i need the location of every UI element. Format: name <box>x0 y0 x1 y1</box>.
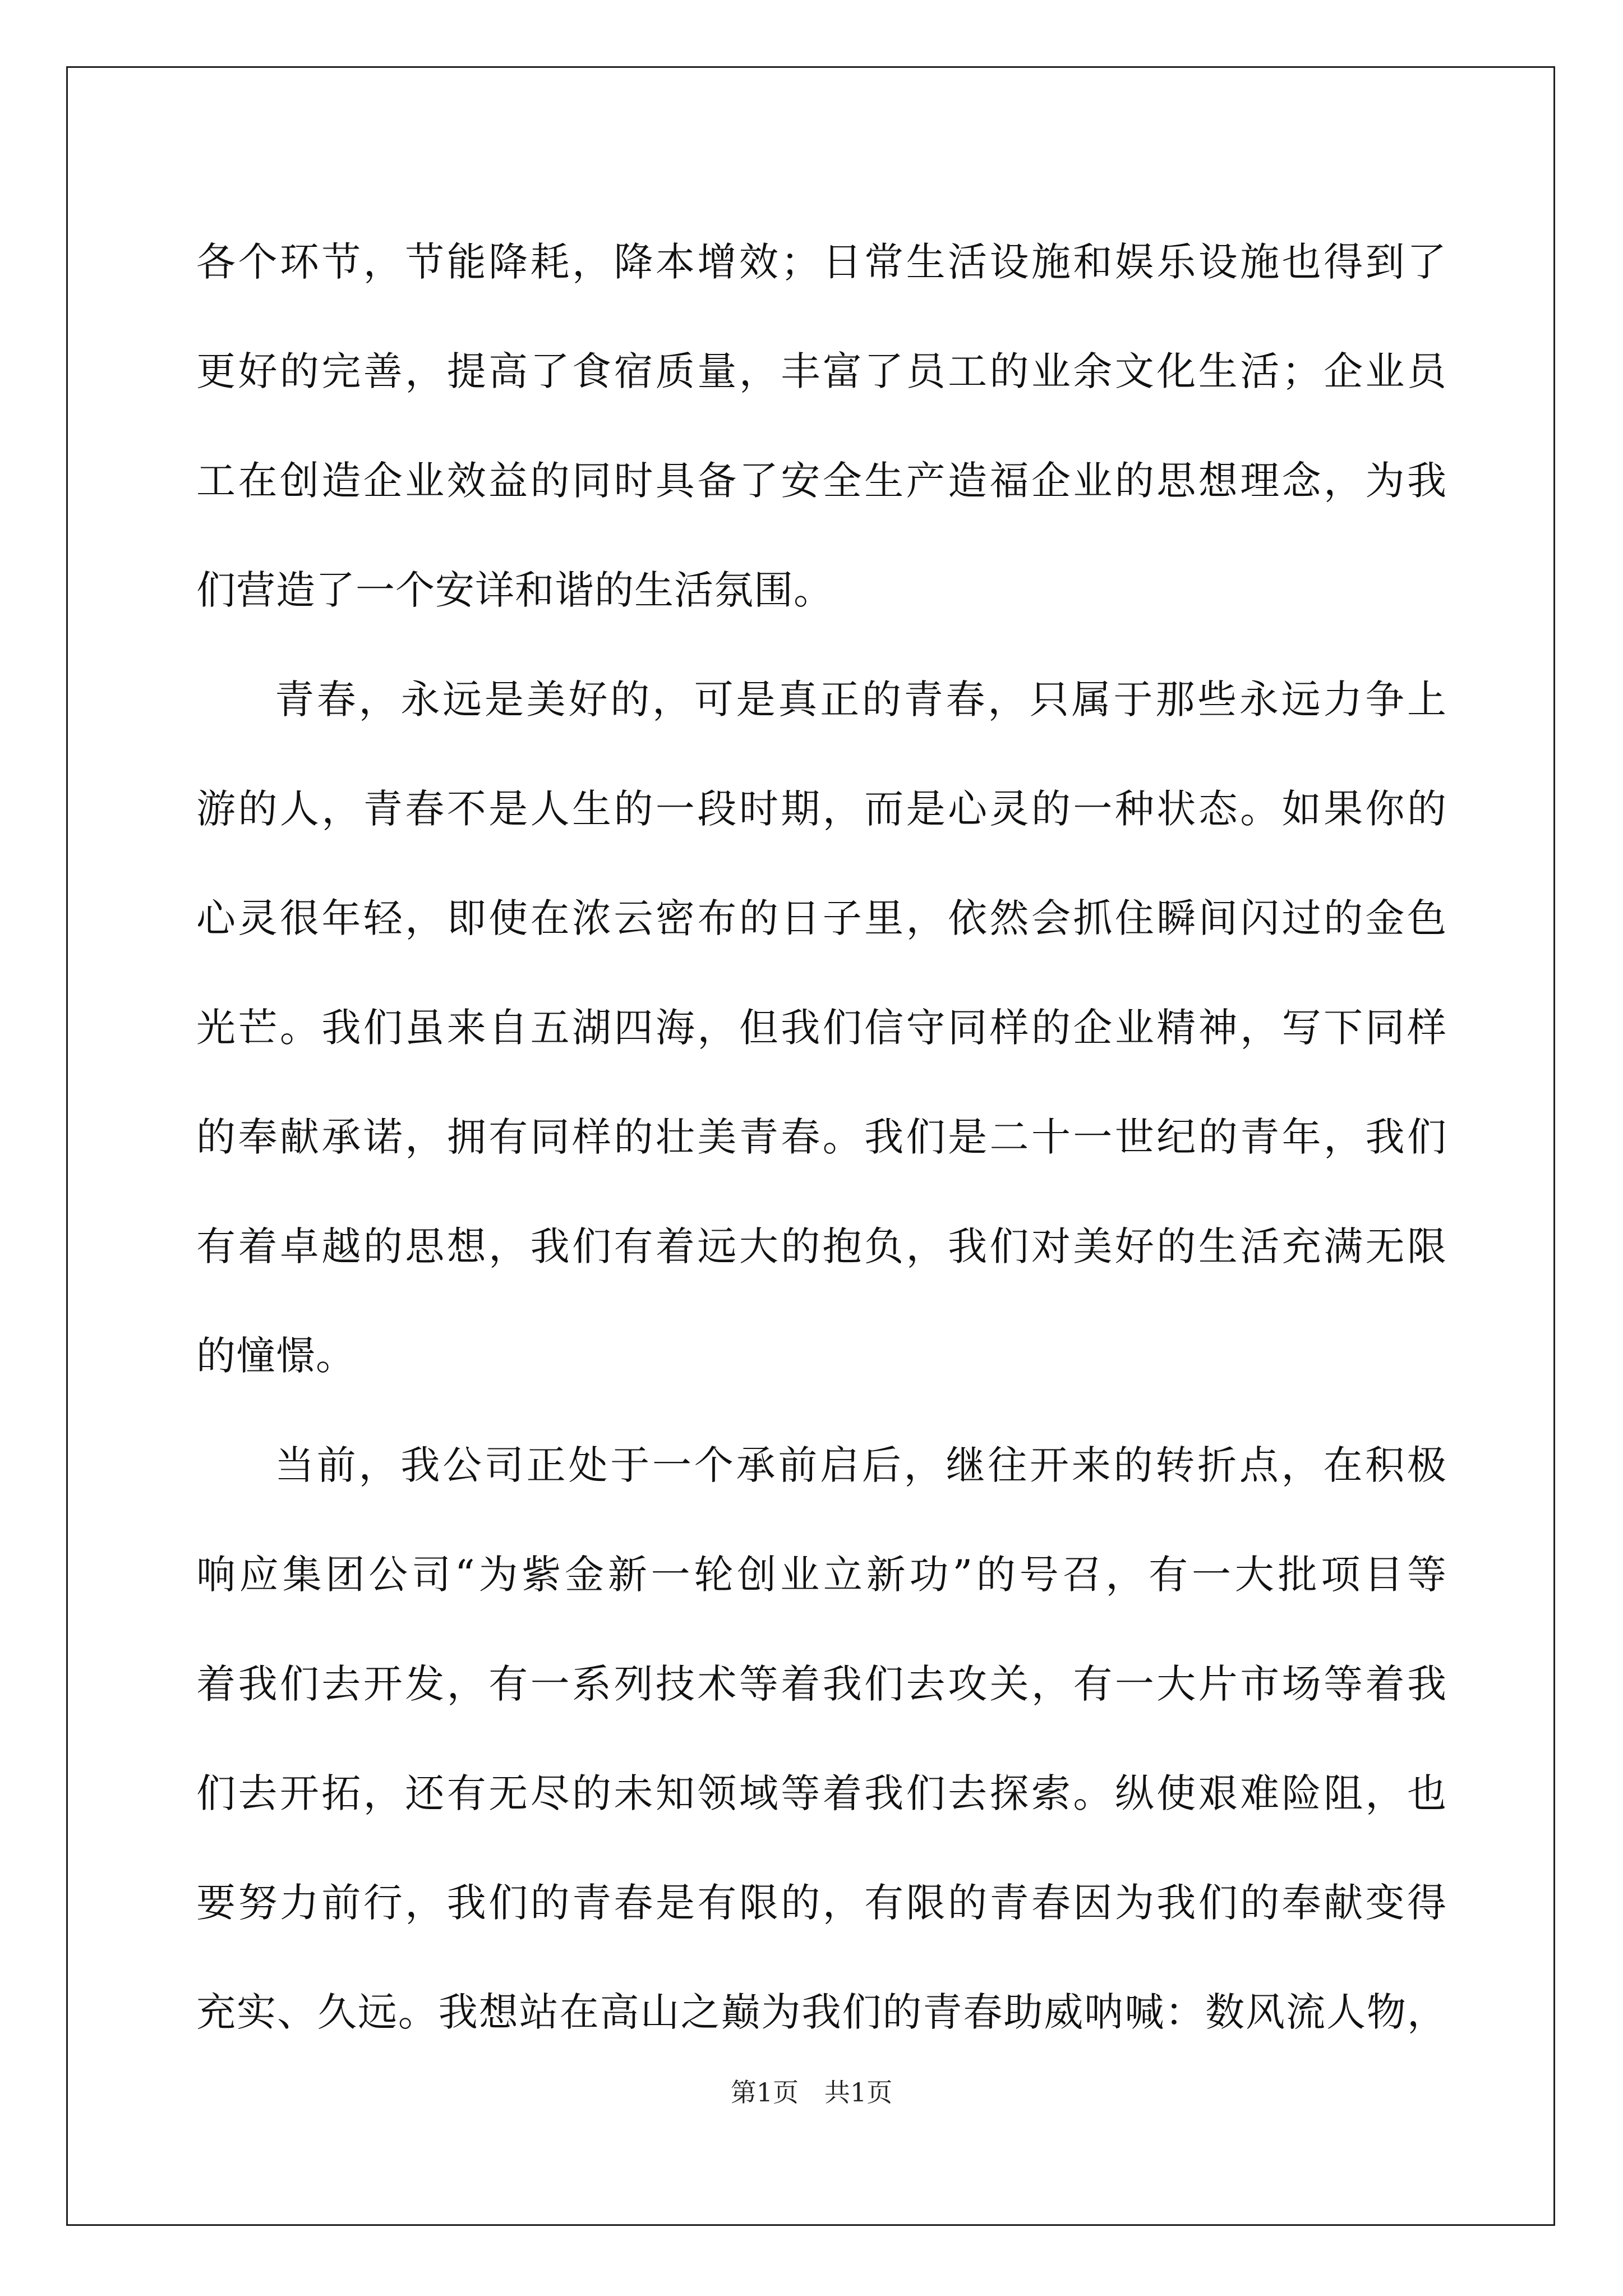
paragraph-first-line: 当前，我公司正处于一个承前启后，继往开来的转折点，在积极 <box>275 1442 1447 1488</box>
page-footer: 第1页 共1页 <box>730 2077 893 2108</box>
text-line: 响应集团公司“为紫金新一轮创业立新功”的号召，有一大批项目等 <box>196 1552 1447 1598</box>
text-line: 心灵很年轻，即使在浓云密布的日子里，依然会抓住瞬间闪过的金色 <box>196 895 1447 941</box>
text-line: 的憧憬。 <box>196 1333 356 1379</box>
text-line: 各个环节，节能降耗，降本增效；日常生活设施和娱乐设施也得到了 <box>196 239 1447 285</box>
text-line: 游的人，青春不是人生的一段时期，而是心灵的一种状态。如果你的 <box>196 786 1447 832</box>
paragraph-first-line: 青春，永远是美好的，可是真正的青春，只属于那些永远力争上 <box>275 677 1447 723</box>
text-line: 有着卓越的思想，我们有着远大的抱负，我们对美好的生活充满无限 <box>196 1223 1447 1269</box>
text-line: 们去开拓，还有无尽的未知领域等着我们去探索。纵使艰难险阻，也 <box>196 1770 1447 1816</box>
text-line: 要努力前行，我们的青春是有限的，有限的青春因为我们的奉献变得 <box>196 1880 1447 1926</box>
text-line: 工在创造企业效益的同时具备了安全生产造福企业的思想理念，为我 <box>196 458 1447 504</box>
document-body <box>196 208 1447 2067</box>
text-line: 更好的完善，提高了食宿质量，丰富了员工的业余文化生活；企业员 <box>196 348 1447 394</box>
text-line: 充实、久远。我想站在高山之巅为我们的青春助威呐喊：数风流人物， <box>196 1989 1447 2035</box>
text-line: 的奉献承诺，拥有同样的壮美青春。我们是二十一世纪的青年，我们 <box>196 1114 1447 1160</box>
text-line: 们营造了一个安详和谐的生活氛围。 <box>196 567 833 613</box>
text-line: 着我们去开发，有一系列技术等着我们去攻关，有一大片市场等着我 <box>196 1661 1447 1707</box>
text-line: 光芒。我们虽来自五湖四海，但我们信守同样的企业精神，写下同样 <box>196 1005 1447 1051</box>
